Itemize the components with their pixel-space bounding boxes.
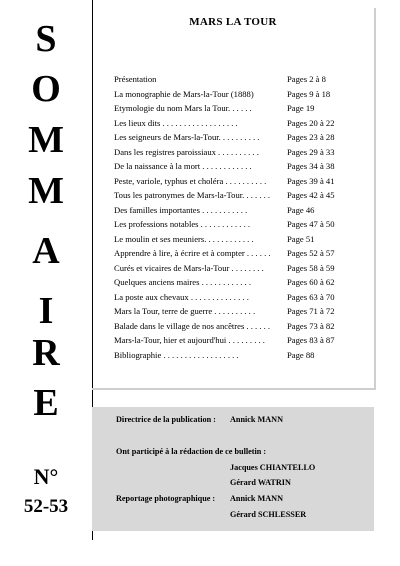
toc-entry-title: Mars-la-Tour, hier et aujourd'hui . . . . . . . . . <box>114 335 265 345</box>
toc-entry[interactable] <box>114 319 364 333</box>
numero-label: N° <box>33 464 59 489</box>
toc-entry-title: Des familles importantes . . . . . . . . . . . <box>114 204 248 215</box>
toc-entry[interactable] <box>114 188 364 202</box>
toc-entry-title: Apprendre à lire, à écrire et à compter . . . . . . <box>114 248 271 258</box>
toc-entry-title: La poste aux chevaux . . . . . . . . . . . . . . <box>114 291 249 302</box>
toc-entry[interactable] <box>114 116 364 130</box>
toc-entry[interactable] <box>114 275 364 289</box>
sommaire-letter: R <box>32 332 60 374</box>
toc-entry-title: Tous les patronymes de Mars-la-Tour. . . . . . . <box>114 190 271 200</box>
toc-entry-pages: Pages 23 à 28 <box>287 132 335 142</box>
sommaire-letter: A <box>32 230 60 272</box>
toc-entry-pages: Pages 2 à 8 <box>287 74 326 84</box>
toc-entry-title: Les lieux dits . . . . . . . . . . . . . . . . . . <box>114 117 238 128</box>
toc-entry[interactable] <box>114 217 364 231</box>
toc-entry-pages: Page 88 <box>287 349 315 360</box>
toc-entry-pages: Pages 58 à 59 <box>287 262 335 273</box>
toc-entry-pages: Pages 52 à 57 <box>287 248 335 258</box>
toc-entry-title: Balade dans le village de nos ancêtres . . . . . . <box>114 320 271 331</box>
toc-entry-pages: Pages 71 à 72 <box>287 306 335 316</box>
toc-entry-title: Mars la Tour, terre de guerre . . . . . . . . . . <box>114 306 256 316</box>
toc-entry-pages: Page 19 <box>287 103 315 113</box>
toc-entry-pages: Pages 63 à 70 <box>287 291 335 302</box>
toc-entry[interactable] <box>114 130 364 144</box>
toc-entry-title: Les professions notables . . . . . . . . . . . . <box>114 219 251 229</box>
toc-entry-pages: Page 51 <box>287 233 315 244</box>
toc-entry-pages: Pages 20 à 22 <box>287 117 335 128</box>
toc-entry-title: La monographie de Mars-la-Tour (1888) <box>114 88 254 99</box>
toc-entry[interactable] <box>114 72 364 86</box>
toc-entry[interactable] <box>114 203 364 217</box>
sommaire-letter: E <box>33 382 59 424</box>
credits-box <box>92 407 374 531</box>
toc-entry-title: Bibliographie . . . . . . . . . . . . . . . . . . <box>114 349 239 360</box>
toc-entry[interactable] <box>114 145 364 159</box>
toc-entry-pages: Pages 39 à 41 <box>287 175 335 186</box>
sommaire-column <box>0 0 93 540</box>
toc-entry[interactable] <box>114 159 364 173</box>
director-name: Annick MANN <box>230 415 283 424</box>
toc-entry[interactable] <box>114 87 364 101</box>
toc-entry-pages: Pages 29 à 33 <box>287 146 335 157</box>
toc-entry-pages: Pages 83 à 87 <box>287 335 335 345</box>
toc-entry[interactable] <box>114 348 364 362</box>
sommaire-letter: M <box>28 170 64 212</box>
sommaire-letter: I <box>38 290 54 332</box>
toc-entry-title: Dans les registres paroissiaux . . . . . . . . . . <box>114 146 259 157</box>
numero-value: 52-53 <box>23 496 69 517</box>
toc-title: MARS LA TOUR <box>189 16 277 28</box>
toc-entry[interactable] <box>114 174 364 188</box>
toc-entry-title: Curés et vicaires de Mars-la-Tour . . . . . . . . <box>114 262 264 273</box>
contributor-name: Gérard WATRIN <box>230 478 291 487</box>
photo-label: Reportage photographique : <box>116 494 216 503</box>
toc-entry-title: Les seigneurs de Mars-la-Tour. . . . . . . . . . <box>114 132 260 142</box>
toc-entry-pages: Pages 42 à 45 <box>287 190 335 200</box>
toc-entry[interactable] <box>114 261 364 275</box>
toc-entry-title: De la naissance à la mort . . . . . . . . . . . . <box>114 161 252 171</box>
toc-entry-pages: Pages 60 à 62 <box>287 277 335 287</box>
toc-entry[interactable] <box>114 290 364 304</box>
toc-entry[interactable] <box>114 304 364 318</box>
toc-entry-pages: Page 46 <box>287 204 315 215</box>
toc-entry-pages: Pages 47 à 50 <box>287 219 335 229</box>
toc-entry-title: Le moulin et ses meuniers. . . . . . . . . . . . <box>114 233 254 244</box>
photographer-name: Gérard SCHLESSER <box>230 510 307 519</box>
toc-entry-pages: Pages 34 à 38 <box>287 161 335 171</box>
toc-entry-pages: Pages 9 à 18 <box>287 88 331 99</box>
contributors-label: Ont participé à la rédaction de ce bulletin : <box>116 447 267 456</box>
sommaire-letter: M <box>28 119 64 161</box>
sommaire-letter: S <box>35 18 57 60</box>
toc-entry-title: Peste, variole, typhus et choléra . . . . . . . . . . <box>114 175 267 186</box>
toc-entry-title: Etymologie du nom Mars la Tour. . . . . . <box>114 103 252 113</box>
toc-entry-title: Présentation <box>114 74 157 84</box>
toc-entry[interactable] <box>114 101 364 115</box>
sommaire-letter: O <box>31 68 61 110</box>
contributor-name: Jacques CHIANTELLO <box>230 463 316 472</box>
photographer-name: Annick MANN <box>230 494 283 503</box>
director-label: Directrice de la publication : <box>116 415 216 424</box>
table-of-contents <box>92 8 376 390</box>
toc-entry[interactable] <box>114 333 364 347</box>
toc-entry-pages: Pages 73 à 82 <box>287 320 335 331</box>
toc-entry[interactable] <box>114 232 364 246</box>
toc-entry-title: Quelques anciens maires . . . . . . . . . . . . <box>114 277 251 287</box>
toc-entry[interactable] <box>114 246 364 260</box>
